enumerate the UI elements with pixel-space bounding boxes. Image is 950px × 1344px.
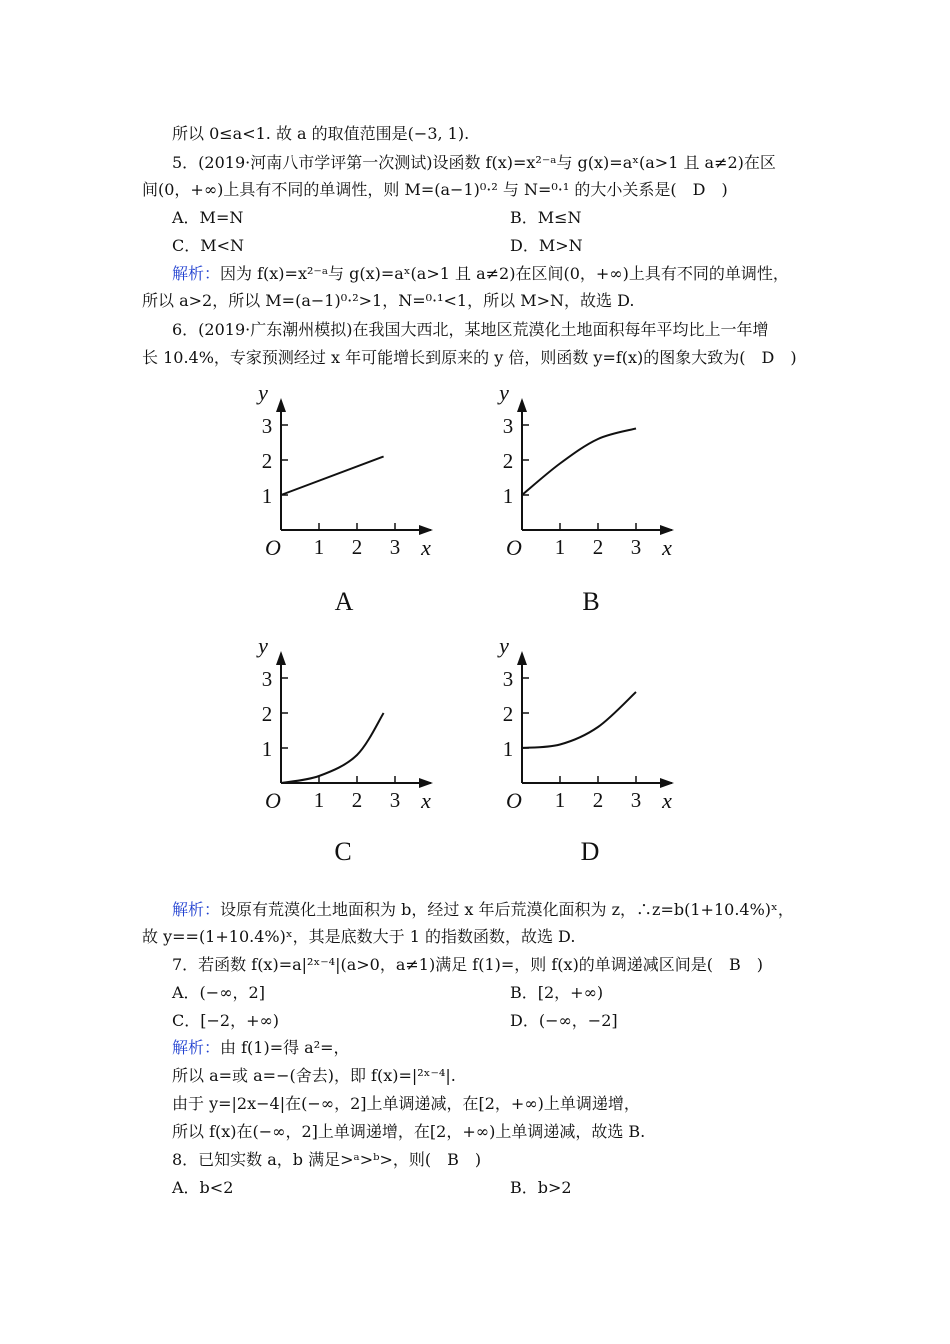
graph-letter-label: C — [334, 837, 352, 866]
x-axis-arrow-icon — [419, 525, 433, 535]
option-c: C．[−2，+∞) — [172, 1011, 280, 1030]
y-tick-label: 1 — [261, 737, 273, 761]
analysis-line — [172, 900, 794, 920]
y-axis-arrow-icon — [276, 651, 286, 665]
y-tick-label: 3 — [502, 667, 514, 691]
graph-letter-label: A — [334, 587, 354, 616]
graphs-figure — [0, 375, 950, 895]
analysis-label: 解析： — [172, 1038, 221, 1057]
x-axis-label: x — [421, 788, 431, 813]
analysis-line: 所以 a=或 a=−(舍去)，即 f(x)=|²ˣ⁻⁴|. — [172, 1066, 456, 1085]
analysis-text: 因为 f(x)=x²⁻ᵃ与 g(x)=aˣ(a>1 且 a≠2)在区间(0，+∞)上具有不同的单调性， — [220, 264, 789, 283]
analysis-line — [172, 1038, 350, 1058]
y-axis-arrow-icon — [517, 651, 527, 665]
x-tick-label: 1 — [554, 535, 566, 559]
x-axis-arrow-icon — [660, 525, 674, 535]
option-b: B．M≤N — [510, 208, 582, 227]
x-tick-label: 3 — [389, 788, 401, 812]
x-tick-label: 3 — [630, 788, 642, 812]
analysis-line — [172, 264, 789, 284]
x-axis-label: x — [662, 535, 672, 560]
graph-c — [256, 633, 433, 866]
y-tick-label: 3 — [502, 414, 514, 438]
y-axis-label: y — [499, 380, 509, 405]
x-tick-label: 2 — [351, 788, 363, 812]
question-5-stem: 5．(2019·河南八市学评第一次测试)设函数 f(x)=x²⁻ᵃ与 g(x)=aˣ(a>1 且 a≠2)在区 — [172, 153, 776, 172]
option-c: C．M<N — [172, 236, 245, 255]
x-tick-label: 2 — [351, 535, 363, 559]
y-axis-arrow-icon — [276, 398, 286, 412]
option-d: D．M>N — [510, 236, 583, 255]
analysis-text: 由 f(1)=得 a²=， — [220, 1038, 350, 1057]
graph-b — [497, 380, 674, 616]
option-a: A．M=N — [172, 208, 244, 227]
question-7-stem: 7．若函数 f(x)=a|²ˣ⁻⁴|(a>0，a≠1)满足 f(1)=，则 f(x)的单调递减区间是( B ) — [172, 955, 764, 974]
x-tick-label: 1 — [554, 788, 566, 812]
x-tick-label: 1 — [313, 788, 325, 812]
x-tick-label: 1 — [313, 535, 325, 559]
y-tick-label: 2 — [261, 449, 273, 473]
y-tick-label: 1 — [502, 484, 514, 508]
function-curve — [281, 457, 384, 496]
y-tick-label: 1 — [502, 737, 514, 761]
y-tick-label: 2 — [502, 449, 514, 473]
question-6-stem: 6．(2019·广东潮州模拟)在我国大西北，某地区荒漠化土地面积每年平均比上一年增 — [172, 320, 769, 339]
origin-label: O — [265, 788, 281, 813]
analysis-label: 解析： — [172, 264, 221, 283]
origin-label: O — [506, 788, 522, 813]
y-axis-label: y — [499, 633, 509, 658]
graph-a — [256, 380, 433, 616]
x-axis-label: x — [421, 535, 431, 560]
y-tick-label: 1 — [261, 484, 273, 508]
y-axis-label: y — [258, 633, 268, 658]
graph-letter-label: D — [580, 837, 600, 866]
option-b: B．b>2 — [510, 1178, 572, 1197]
x-axis-label: x — [662, 788, 672, 813]
x-axis-arrow-icon — [660, 778, 674, 788]
analysis-line: 故 y==(1+10.4%)ˣ，其是底数大于 1 的指数函数，故选 D. — [142, 927, 576, 946]
analysis-line: 由于 y=|2x−4|在(−∞，2]上单调递减，在[2，+∞)上单调递增， — [172, 1094, 640, 1113]
question-6-stem-cont: 长 10.4%，专家预测经过 x 年可能增长到原来的 y 倍，则函数 y=f(x)的图象大致为( D ) — [142, 348, 797, 367]
y-tick-label: 3 — [261, 667, 273, 691]
y-axis-label: y — [258, 380, 268, 405]
analysis-text: 设原有荒漠化土地面积为 b，经过 x 年后荒漠化面积为 z，∴z=b(1+10.4%)ˣ， — [220, 900, 794, 919]
graph-d — [497, 633, 674, 866]
option-d: D．(−∞，−2] — [510, 1011, 618, 1030]
x-tick-label: 3 — [630, 535, 642, 559]
analysis-label: 解析： — [172, 900, 221, 919]
origin-label: O — [506, 535, 522, 560]
function-curve — [522, 429, 636, 496]
y-tick-label: 3 — [261, 414, 273, 438]
function-curve — [281, 713, 384, 783]
function-curve — [522, 692, 636, 748]
x-axis-arrow-icon — [419, 778, 433, 788]
question-5-stem-cont: 间(0，+∞)上具有不同的单调性，则 M=(a−1)⁰·² 与 N=⁰·¹ 的大小关系是( D ) — [142, 180, 728, 199]
analysis-line: 所以 a>2，所以 M=(a−1)⁰·²>1，N=⁰·¹<1，所以 M>N，故选 D. — [142, 291, 635, 310]
y-tick-label: 2 — [261, 702, 273, 726]
y-axis-arrow-icon — [517, 398, 527, 412]
x-tick-label: 2 — [592, 788, 604, 812]
graph-letter-label: B — [582, 587, 600, 616]
x-tick-label: 3 — [389, 535, 401, 559]
x-tick-label: 2 — [592, 535, 604, 559]
y-tick-label: 2 — [502, 702, 514, 726]
origin-label: O — [265, 535, 281, 560]
option-b: B．[2，+∞) — [510, 983, 604, 1002]
question-8-stem: 8．已知实数 a，b 满足>ᵃ>ᵇ>，则( B ) — [172, 1150, 482, 1169]
analysis-line: 所以 f(x)在(−∞，2]上单调递增，在[2，+∞)上单调递减，故选 B. — [172, 1122, 646, 1141]
text-line: 所以 0≤a<1. 故 a 的取值范围是(−3, 1). — [172, 124, 470, 143]
option-a: A．b<2 — [172, 1178, 234, 1197]
option-a: A．(−∞，2] — [172, 983, 265, 1002]
